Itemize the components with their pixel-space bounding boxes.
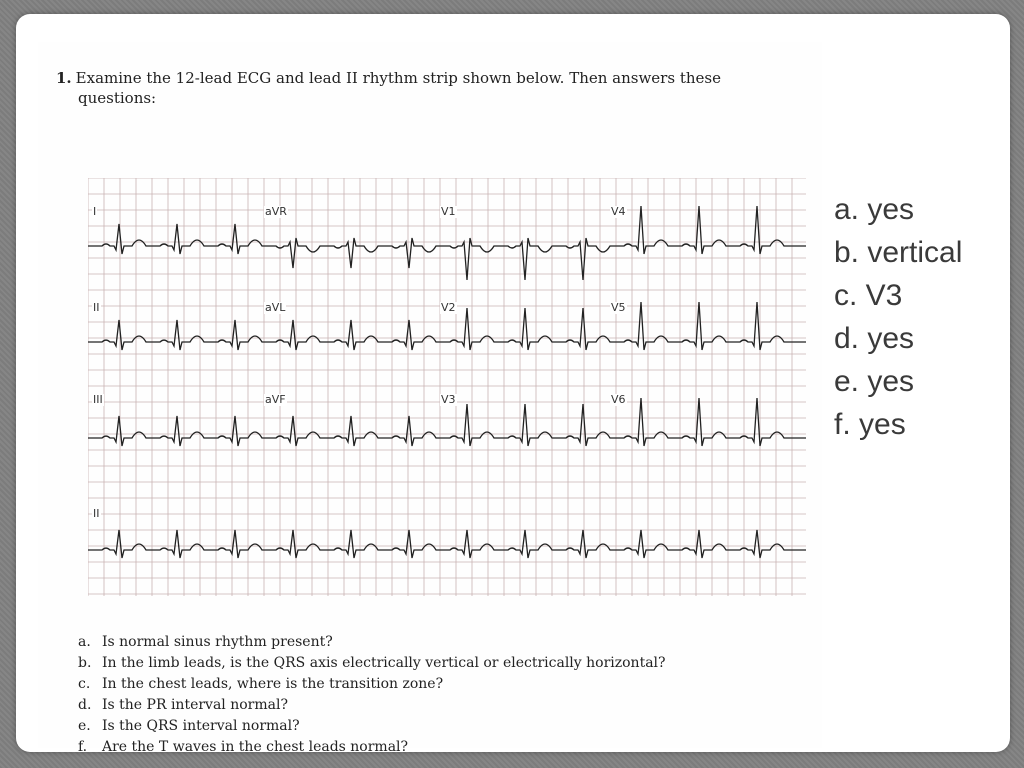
sub-question-e: e. Is the QRS interval normal? [78, 718, 300, 734]
answer-e: e. yes [834, 365, 915, 398]
sub-question-d: d. Is the PR interval normal? [78, 697, 288, 713]
ecg-trace-row [88, 530, 806, 558]
lead-label-v2: V2 [441, 301, 456, 314]
answer-b: b. vertical [834, 236, 963, 269]
lead-label-v6: V6 [611, 393, 626, 406]
question-text-line1: Examine the 12-lead ECG and lead II rhythm strip shown below. Then answers these [75, 69, 721, 87]
lead-label-avf: aVF [265, 393, 286, 406]
lead-label-ii: II [93, 301, 100, 314]
lead-label-avr: aVR [265, 205, 287, 218]
lead-label-ii-rhythm-strip: II [93, 507, 100, 520]
lead-label-v5: V5 [611, 301, 626, 314]
lead-label-v3: V3 [441, 393, 456, 406]
question-heading [56, 68, 826, 108]
sub-question-b: b. In the limb leads, is the QRS axis electrically vertical or electrically horizontal? [78, 655, 666, 671]
slide [16, 14, 1010, 755]
lead-label-v4: V4 [611, 205, 626, 218]
ecg-waveforms [88, 206, 806, 558]
lead-label-iii: III [93, 393, 103, 406]
ecg-grid-and-waveforms [88, 178, 806, 596]
answer-d: d. yes [834, 322, 915, 355]
lead-label-avl: aVL [265, 301, 286, 314]
sub-question-c: c. In the chest leads, where is the transition zone? [78, 676, 444, 692]
scanned-worksheet [38, 42, 822, 755]
answer-a: a. yes [834, 193, 915, 226]
sub-question-a: a. Is normal sinus rhythm present? [78, 634, 333, 650]
question-text-line2: questions: [78, 89, 157, 107]
answer-f: f. yes [834, 408, 906, 441]
question-number: 1. [56, 69, 72, 87]
ecg-tracing [88, 178, 806, 596]
sub-question-list [78, 632, 818, 758]
lead-label-i: I [93, 205, 97, 218]
sub-question-f: f. Are the T waves in the chest leads normal? [78, 739, 409, 755]
lead-label-v1: V1 [441, 205, 456, 218]
answer-c: c. V3 [834, 279, 903, 312]
answer-list [834, 188, 962, 446]
